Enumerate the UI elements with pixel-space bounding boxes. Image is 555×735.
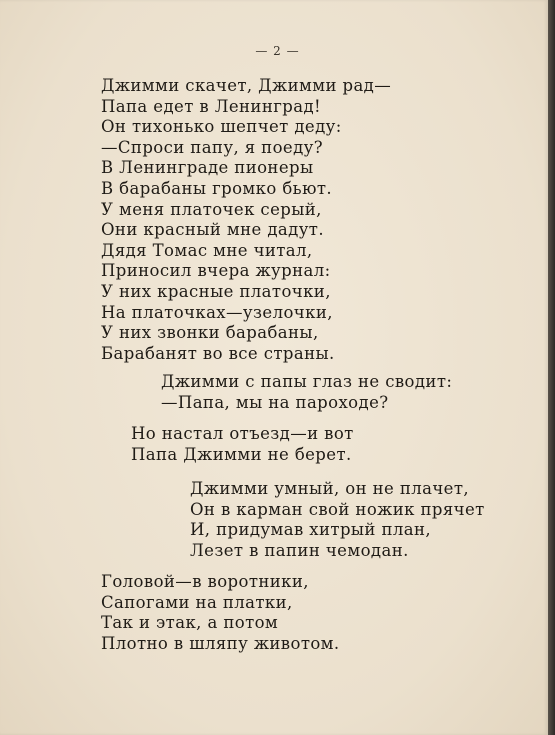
stanza-2	[161, 372, 452, 413]
poem-line: Дядя Томас мне читал,	[101, 240, 313, 260]
poem-line: Приносил вчера журнал:	[101, 261, 331, 281]
poem-line: —Папа, мы на пароходе?	[161, 392, 389, 412]
poem-line: Джимми скачет, Джимми рад—	[101, 76, 392, 95]
poem-line: Лезет в папин чемодан.	[190, 540, 409, 560]
poem-line: Так и этак, а потом	[101, 613, 279, 633]
poem-line: У них звонки барабаны,	[101, 323, 319, 343]
poem-line: Джимми умный, он не плачет,	[190, 479, 470, 498]
poem-line: И, придумав хитрый план,	[190, 520, 432, 540]
stanza-4	[190, 479, 485, 561]
page-number: — 2 —	[255, 44, 300, 58]
poem-line: Папа Джимми не берет.	[131, 444, 352, 464]
poem-line: У меня платочек серый,	[101, 199, 322, 219]
poem-line: Он в карман свой ножик прячет	[190, 499, 485, 519]
poem-line: Джимми с папы глаз не сводит:	[161, 372, 453, 391]
poem-line: Сапогами на платки,	[101, 592, 293, 612]
poem-line: Головой—в воротники,	[101, 572, 309, 591]
poem-line: Но настал отъезд—и вот	[131, 424, 354, 443]
poem-line: У них красные платочки,	[101, 281, 331, 301]
poem-line: Папа едет в Ленинград!	[101, 96, 322, 116]
poem-line: Они красный мне дадут.	[101, 220, 324, 240]
stanza-3	[131, 424, 354, 465]
stanza-5	[101, 572, 340, 654]
poem-line: —Спроси папу, я поеду?	[101, 137, 323, 157]
stanza-1	[101, 76, 391, 364]
poem-line: Барабанят во все страны.	[101, 343, 335, 363]
poem-line: Плотно в шляпу животом.	[101, 633, 340, 653]
poem-line: В Ленинграде пионеры	[101, 158, 314, 178]
poem-line: Он тихонько шепчет деду:	[101, 117, 342, 137]
poem-line: В барабаны громко бьют.	[101, 178, 333, 198]
page-edge-shadow	[548, 0, 555, 735]
poem-line: На платочках—узелочки,	[101, 302, 333, 322]
